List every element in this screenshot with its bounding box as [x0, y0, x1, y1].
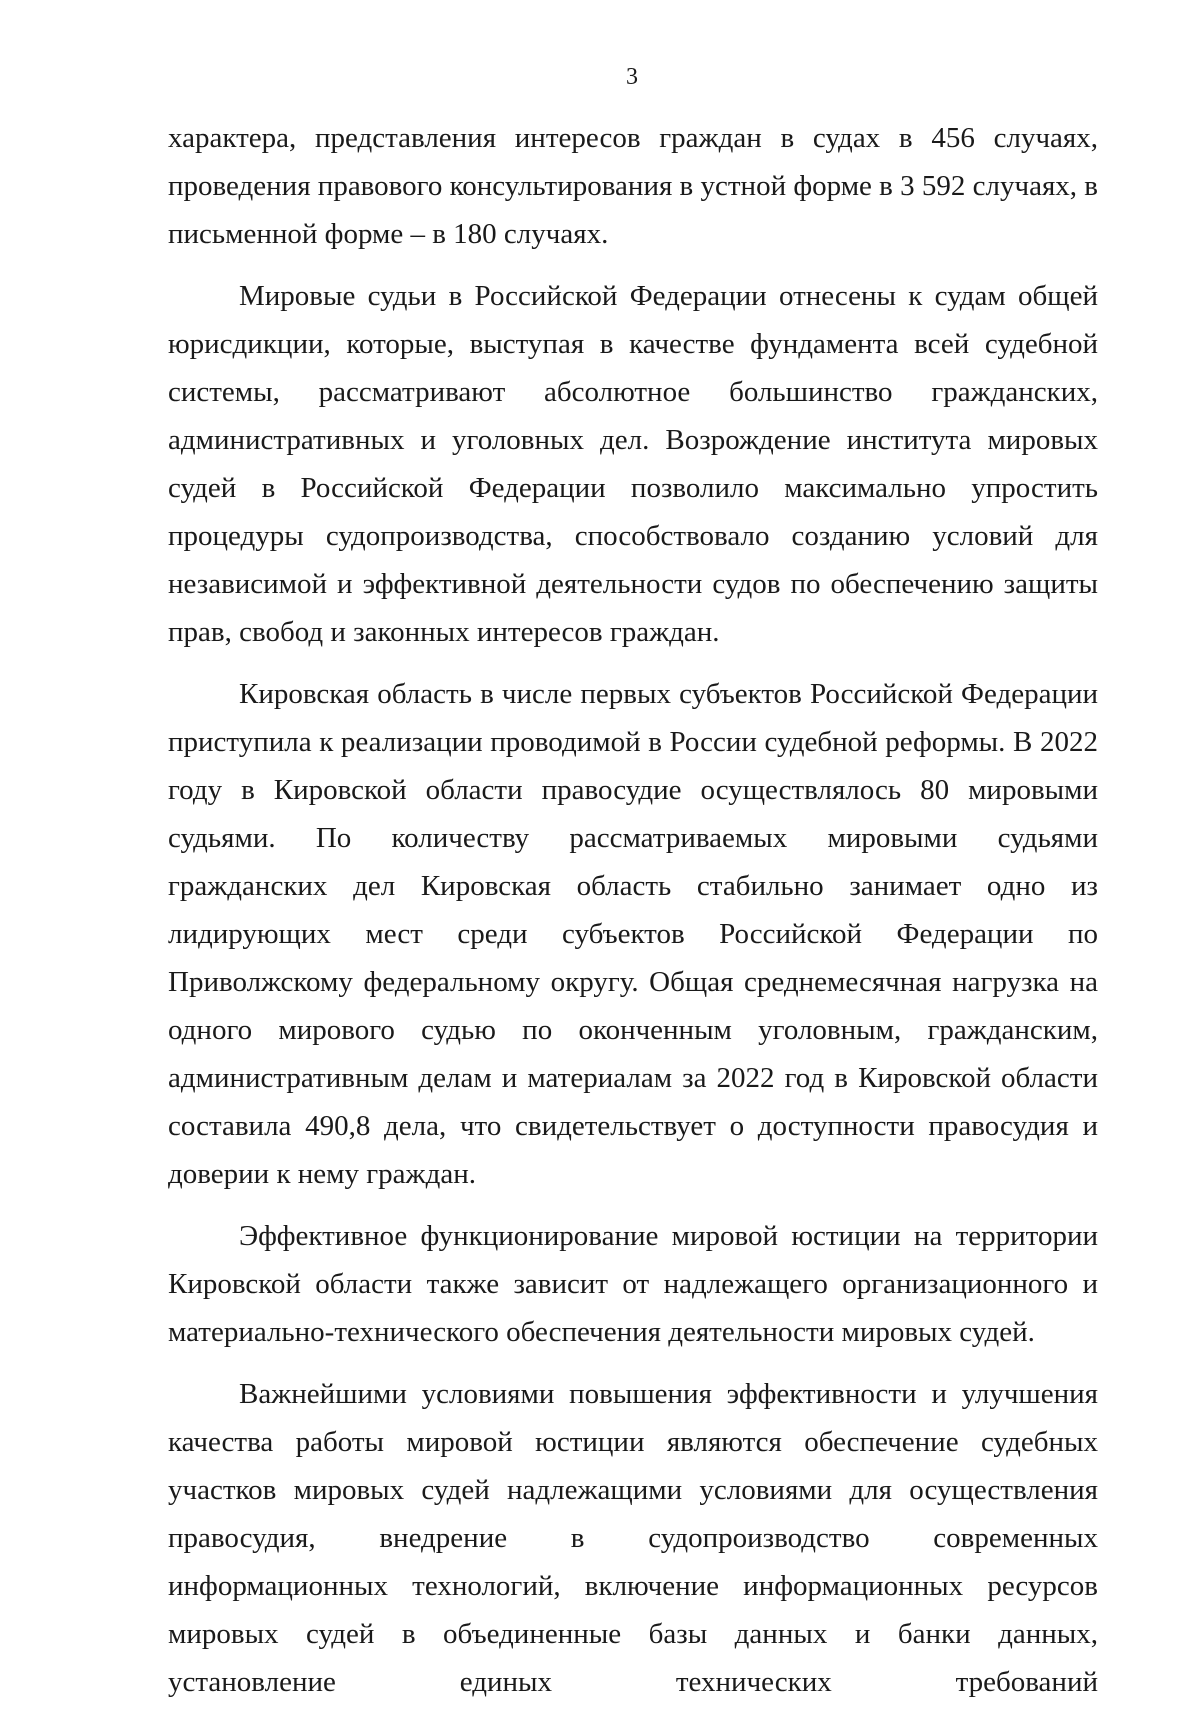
paragraph-kirov-region: Кировская область в числе первых субъектов Российской Федерации приступила к реализации проводимой в России судебной реформы. В 2022 году в Кировской области правосудие осуществлялось 80 мировыми судьями. По количеству рассматриваемых мировыми судьями гражданских дел Кировская область стабильно занимает одно из лидирующих мест среди субъектов Российской Федерации по Приволжскому федеральному округу. Общая среднемесячная нагрузка на одного мирового судью по оконченным уголовным, гражданским, административным делам и материалам за 2022 год в Кировской области составила 490,8 дела, что свидетельствует о доступности правосудия и доверии к нему граждан. — [168, 678, 1098, 1190]
document-body — [168, 114, 1098, 1706]
paragraph-effective-functioning: Эффективное функционирование мировой юстиции на территории Кировской области также зависит от надлежащего организационного и материально-технического обеспечения деятельности мировых судей. — [168, 1220, 1098, 1348]
paragraph-magistrates-federation: Мировые судьи в Российской Федерации отнесены к судам общей юрисдикции, которые, выступая в качестве фундамента всей судебной системы, рассматривают абсолютное большинство гражданских, административных и уголовных дел. Возрождение института мировых судей в Российской Федерации позволило максимально упростить процедуры судопроизводства, способствовало созданию условий для независимой и эффективной деятельности судов по обеспечению защиты прав, свобод и законных интересов граждан. — [168, 280, 1098, 648]
page-number: 3 — [626, 64, 638, 90]
paragraph-continuation: характера, представления интересов граждан в судах в 456 случаях, проведения правового консультирования в устной форме в 3 592 случаях, в письменной форме – в 180 случаях. — [168, 122, 1098, 250]
paragraph-key-conditions: Важнейшими условиями повышения эффективности и улучшения качества работы мировой юстиции являются обеспечение судебных участков мировых судей надлежащими условиями для осуществления правосудия, внедрение в судопроизводство современных информационных технологий, включение информационных ресурсов мировых судей в объединенные базы данных и банки данных, установление единых технических требований — [168, 1378, 1098, 1698]
